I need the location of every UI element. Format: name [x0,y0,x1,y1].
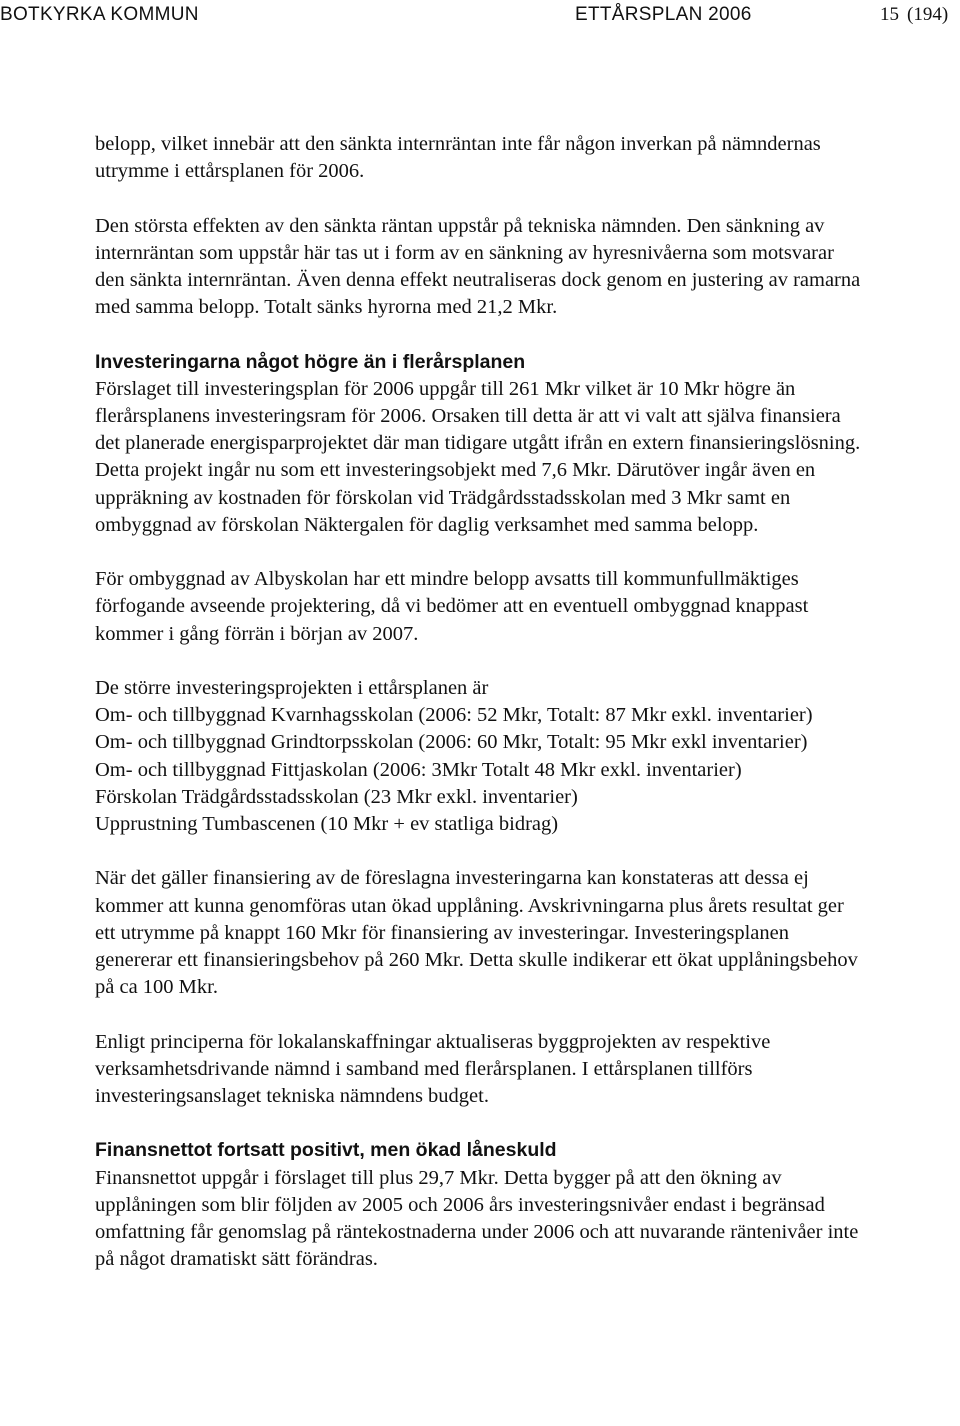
header-document-title: ETTÅRSPLAN 2006 [575,4,752,25]
paragraph: Den största effekten av den sänkta räntan uppstår på tekniska nämnden. Den sänkning av internräntan som uppstår här tas ut i form av en sänkning av hyresnivåerna som motsvarar den sänkta internräntan. Även denna effekt neutraliseras dock genom en justering av ramarna med samma belopp. Totalt sänks hyrorna med 21,2 Mkr. [95,214,861,319]
page-header [0,4,960,28]
list-intro: De större investeringsprojekten i ettårsplanen är [95,677,489,699]
paragraph: Finansnettot uppgår i förslaget till plus 29,7 Mkr. Detta bygger på att den ökning av upplåningen som blir följden av 2005 och 2006 års investeringsnivåer endast i begränsad omfattning får genomslag på räntekostnaderna under 2006 och att nuvarande räntenivåer inte på något dramatiskt sätt förändras. [95,1166,859,1271]
header-page-number [880,4,948,26]
document-body [95,131,865,1273]
list-item: Upprustning Tumbascenen (10 Mkr + ev statliga bidrag) [95,813,559,836]
paragraph: Förslaget till investeringsplan för 2006 uppgår till 261 Mkr vilket är 10 Mkr högre än flerårsplanens investeringsram för 2006. Orsaken till detta är att vi valt att själva finansiera det planerade energisparprojektet där man tidigare utgått ifrån en extern finansieringslösning. Detta projekt ingår nu som ett investeringsobjekt med 7,6 Mkr. Därutöver ingår även en uppräkning av kostnaden för förskolan vid Trädgårdsstadsskolan med 3 Mkr samt en ombyggnad av förskolan Näktergalen för daglig verksamhet med samma belopp. [95,377,861,536]
list-item: Om- och tillbyggnad Fittjaskolan (2006: 3Mkr Totalt 48 Mkr exkl. inventarier) [95,758,742,781]
list-item: Förskolan Trädgårdsstadsskolan (23 Mkr exkl. inventarier) [95,785,578,808]
section-heading: Finansnettot fortsatt positivt, men ökad låneskuld [95,1139,557,1162]
page-number: 15 [880,4,899,25]
paragraph: Enligt principerna för lokalanskaffningar aktualiseras byggprojekten av respektive verksamhetsdrivande nämnd i samband med flerårsplanen. I ettårsplanen tillförs investeringsanslaget tekniska nämndens budget. [95,1030,771,1108]
paragraph: För ombyggnad av Albyskolan har ett mindre belopp avsatts till kommunfullmäktiges förfogande avseende projektering, då vi bedömer att en eventuell ombyggnad knappast kommer i gång förrän i början av 2007. [95,568,809,645]
list-item: Om- och tillbyggnad Grindtorpsskolan (2006: 60 Mkr, Totalt: 95 Mkr exkl inventarier) [95,731,808,754]
paragraph: belopp, vilket innebär att den sänkta internräntan inte får någon inverkan på nämndernas utrymme i ettårsplanen för 2006. [95,133,821,183]
section-heading: Investeringarna något högre än i flerårsplanen [95,350,526,373]
paragraph: När det gäller finansiering av de föreslagna investeringarna kan konstateras att dessa ej kommer att kunna genomföras utan ökad upplåning. Avskrivningarna plus årets resultat ger ett utrymme på knappt 160 Mkr för finansiering av investeringar. Investeringsplanen genererar ett finansieringsbehov på 260 Mkr. Detta skulle indikerar ett ökat upplåningsbehov på ca 100 Mkr. [95,867,858,999]
page-total: (194) [907,4,949,25]
list-item: Om- och tillbyggnad Kvarnhagsskolan (2006: 52 Mkr, Totalt: 87 Mkr exkl. inventarier) [95,704,813,727]
header-organization: BOTKYRKA KOMMUN [0,4,199,25]
project-list [95,675,865,838]
